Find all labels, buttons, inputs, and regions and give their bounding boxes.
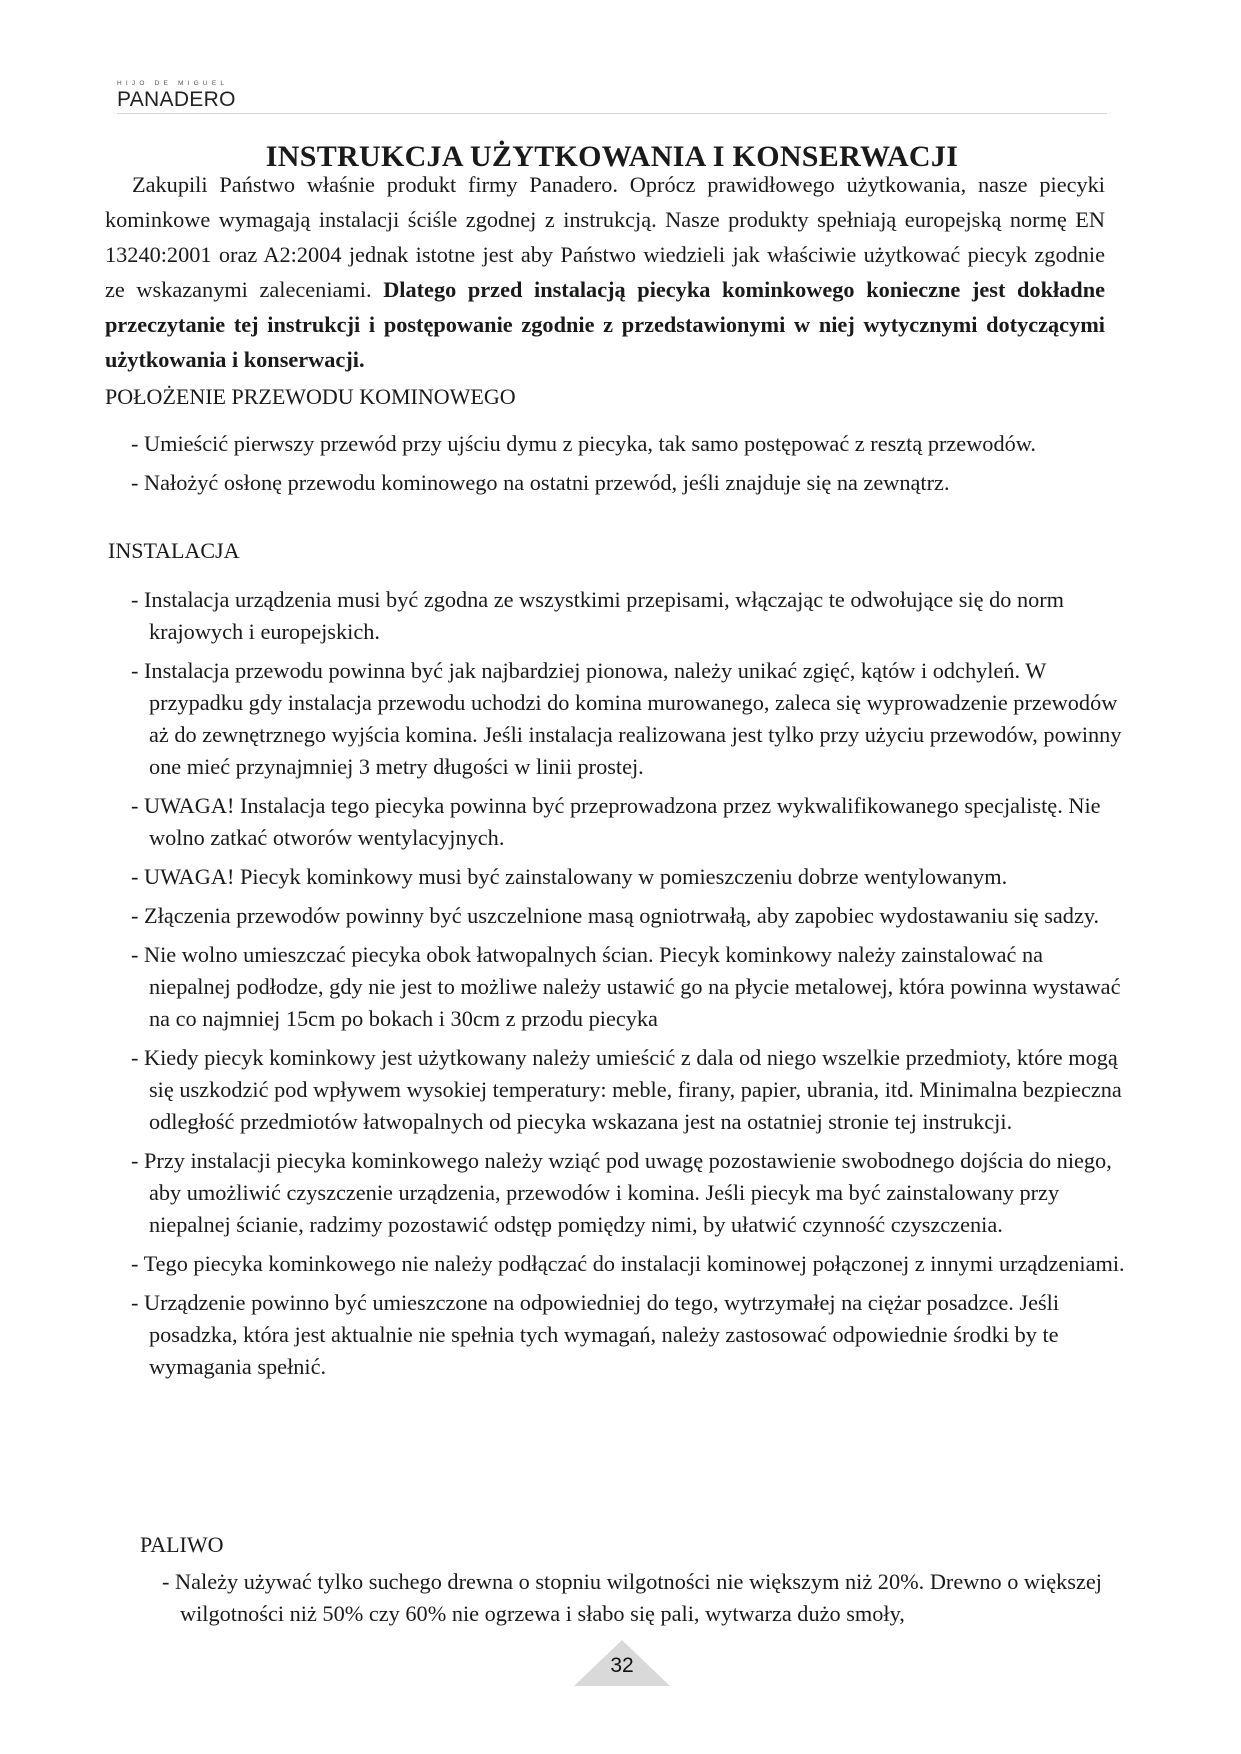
logo-subtitle: HIJO DE MIGUEL xyxy=(117,80,229,87)
section-heading-chimney: POŁOŻENIE PRZEWODU KOMINOWEGO xyxy=(105,384,516,409)
header-divider xyxy=(117,113,1107,114)
list-item: - Instalacja urządzenia musi być zgodna ze wszystkimi przepisami, włączając te odwołujące się do norm krajowych i europejskich. xyxy=(131,587,1065,644)
page-number: 32 xyxy=(610,1654,634,1677)
intro-bold-text: Dlatego przed instalacją piecyka kominkowego konieczne jest dokładne przeczytanie tej instrukcji i postępowanie zgodnie z przedstawionymi w niej wytycznymi dotyczącymi użytkowania i konserwacji. xyxy=(105,277,1106,372)
section-heading-fuel: PALIWO xyxy=(140,1532,224,1557)
list-item: - UWAGA! Piecyk kominkowy musi być zainstalowany w pomieszczeniu dobrze wentylowanym. xyxy=(131,864,1008,889)
list-item: - Przy instalacji piecyka kominkowego należy wziąć pod uwagę pozostawienie swobodnego dojścia do niego, aby umożliwić czyszczenie urządzenia, przewodów i komina. Jeśli piecyk ma być zainstalowany przy niepalnej ścianie, radzimy pozostawić odstęp pomiędzy nimi, by ułatwić czynność czyszczenia. xyxy=(131,1148,1112,1237)
list-item: - Instalacja przewodu powinna być jak najbardziej pionowa, należy unikać zgięć, kątów i odchyleń. W przypadku gdy instalacja przewodu uchodzi do komina murowanego, zaleca się wyprowadzenie przewodów aż do zewnętrznego wyjścia komina. Jeśli instalacja realizowana jest tylko przy użyciu przewodów, powinny one mieć przynajmniej 3 metry długości w linii prostej. xyxy=(131,658,1122,779)
logo-brand: PANADERO xyxy=(117,88,236,111)
list-item: - Umieścić pierwszy przewód przy ujściu dymu z piecyka, tak samo postępować z resztą przewodów. xyxy=(131,431,1036,456)
page-title: INSTRUKCJA UŻYTKOWANIA I KONSERWACJI xyxy=(265,140,959,174)
fuel-list xyxy=(158,1566,1108,1630)
list-item: - Należy używać tylko suchego drewna o stopniu wilgotności nie większym niż 20%. Drewno o większej wilgotności niż 50% czy 60% nie ogrzewa i słabo się pali, wytwarza dużo smoły, xyxy=(162,1569,1102,1626)
page-number-badge xyxy=(574,1640,670,1686)
list-item: - Złączenia przewodów powinny być uszczelnione masą ogniotrwałą, aby zapobiec wydostawaniu się sadzy. xyxy=(131,903,1100,928)
chimney-list xyxy=(127,428,1107,499)
list-item: - Nałożyć osłonę przewodu kominowego na ostatni przewód, jeśli znajduje się na zewnątrz. xyxy=(131,470,950,495)
list-item: - Kiedy piecyk kominkowy jest użytkowany należy umieścić z dala od niego wszelkie przedmioty, które mogą się uszkodzić pod wpływem wysokiej temperatury: meble, firany, papier, ubrania, itd. Minimalna bezpieczna odległość przedmiotów łatwopalnych od piecyka wskazana jest na ostatniej stronie tej instrukcji. xyxy=(131,1045,1122,1134)
intro-text: Zakupili Państwo właśnie produkt firmy Panadero. Oprócz prawidłowego użytkowania, nasze piecyki kominkowe wymagają instalacji ściśle zgodnej z instrukcją. Nasze produkty spełniają europejską normę EN 13240:2001 oraz A2:2004 jednak istotne jest aby Państwo wiedzieli jak właściwie użytkować piecyk zgodnie ze wskazanymi zaleceniami. xyxy=(105,172,1105,302)
section-heading-installation: INSTALACJA xyxy=(108,538,240,563)
installation-list xyxy=(127,584,1127,1383)
panadero-logo xyxy=(117,80,257,112)
intro-paragraph xyxy=(105,167,1105,377)
list-item: - UWAGA! Instalacja tego piecyka powinna być przeprowadzona przez wykwalifikowanego specjalistę. Nie wolno zatkać otworów wentylacyjnych. xyxy=(131,793,1101,850)
list-item: - Nie wolno umieszczać piecyka obok łatwopalnych ścian. Piecyk kominkowy należy zainstalować na niepalnej podłodze, gdy nie jest to możliwe należy ustawić go na płycie metalowej, która powinna wystawać na co najmniej 15cm po bokach i 30cm z przodu piecyka xyxy=(131,942,1121,1031)
list-item: - Tego piecyka kominkowego nie należy podłączać do instalacji kominowej połączonej z innymi urządzeniami. xyxy=(131,1251,1125,1276)
list-item: - Urządzenie powinno być umieszczone na odpowiedniej do tego, wytrzymałej na ciężar posadzce. Jeśli posadzka, która jest aktualnie nie spełnia tych wymagań, należy zastosować odpowiednie środki by te wymagania spełnić. xyxy=(131,1290,1060,1379)
